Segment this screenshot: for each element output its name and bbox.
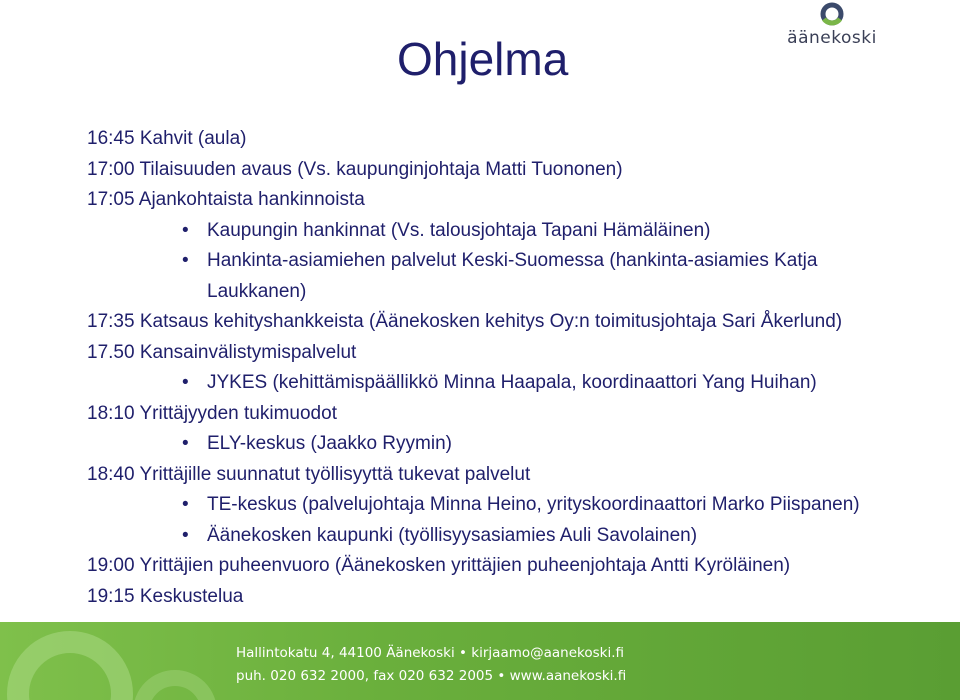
agenda-item: 17.50 Kansainvälistymispalvelut bbox=[87, 341, 357, 363]
logo-wordmark: äänekoski bbox=[787, 28, 877, 48]
agenda-item: 17:05 Ajankohtaista hankinnoista bbox=[87, 189, 365, 210]
agenda-subitem bbox=[87, 521, 957, 552]
bullet-icon: • bbox=[182, 219, 189, 241]
agenda-list bbox=[87, 124, 957, 612]
agenda-subitem bbox=[87, 216, 957, 247]
footer-phone: puh. 020 632 2000, fax 020 632 2005 • www.aanekoski.fi bbox=[236, 668, 627, 684]
footer-contact bbox=[236, 642, 626, 688]
agenda-subitem-text: JYKES (kehittämispäällikkö Minna Haapala, koordinaattori Yang Huihan) bbox=[207, 372, 817, 393]
agenda-subitem-text: Äänekosken kaupunki (työllisyysasiamies Auli Savolainen) bbox=[207, 524, 698, 546]
footer-bar bbox=[0, 622, 960, 700]
agenda-subitem-text: Hankinta-asiamiehen palvelut Keski-Suomessa (hankinta-asiamies Katja bbox=[207, 250, 818, 271]
agenda-item: 19:15 Keskustelua bbox=[87, 585, 244, 607]
agenda-item: 16:45 Kahvit (aula) bbox=[87, 128, 247, 149]
agenda-subitem bbox=[87, 246, 957, 277]
agenda-subitem-text: ELY-keskus (Jaakko Ryymin) bbox=[207, 433, 452, 454]
agenda-subitem-text: TE-keskus (palvelujohtaja Minna Heino, yrityskoordinaattori Marko Piispanen) bbox=[207, 494, 860, 515]
footer-address: Hallintokatu 4, 44100 Äänekoski • kirjaamo@aanekoski.fi bbox=[236, 645, 625, 661]
agenda-subitem bbox=[87, 490, 957, 521]
bullet-icon: • bbox=[182, 524, 189, 546]
bullet-icon: • bbox=[182, 433, 189, 454]
agenda-item: 17:35 Katsaus kehityshankkeista (Äänekosken kehitys Oy:n toimitusjohtaja Sari Åkerlund) bbox=[87, 311, 843, 332]
agenda-item: 18:10 Yrittäjyyden tukimuodot bbox=[87, 402, 337, 424]
bullet-icon: • bbox=[182, 494, 189, 515]
page-title: Ohjelma bbox=[397, 33, 569, 85]
agenda-subitem bbox=[87, 429, 957, 460]
footer-decoration-icon bbox=[0, 622, 260, 700]
agenda-item: 18:40 Yrittäjille suunnatut työllisyyttä tukevat palvelut bbox=[87, 463, 531, 485]
agenda-subitem bbox=[87, 368, 957, 399]
agenda-item: 19:00 Yrittäjien puheenvuoro (Äänekosken yrittäjien puheenjohtaja Antti Kyröläinen) bbox=[87, 555, 791, 576]
bullet-icon: • bbox=[182, 250, 189, 271]
agenda-subitem-text: Kaupungin hankinnat (Vs. talousjohtaja Tapani Hämäläinen) bbox=[207, 219, 711, 241]
bullet-icon: • bbox=[182, 372, 189, 393]
aanekoski-logo bbox=[782, 2, 882, 46]
agenda-item: 17:00 Tilaisuuden avaus (Vs. kaupunginjohtaja Matti Tuononen) bbox=[87, 158, 623, 180]
agenda-subitem-continuation: Laukkanen) bbox=[207, 280, 307, 302]
logo-ring-icon bbox=[782, 2, 882, 30]
